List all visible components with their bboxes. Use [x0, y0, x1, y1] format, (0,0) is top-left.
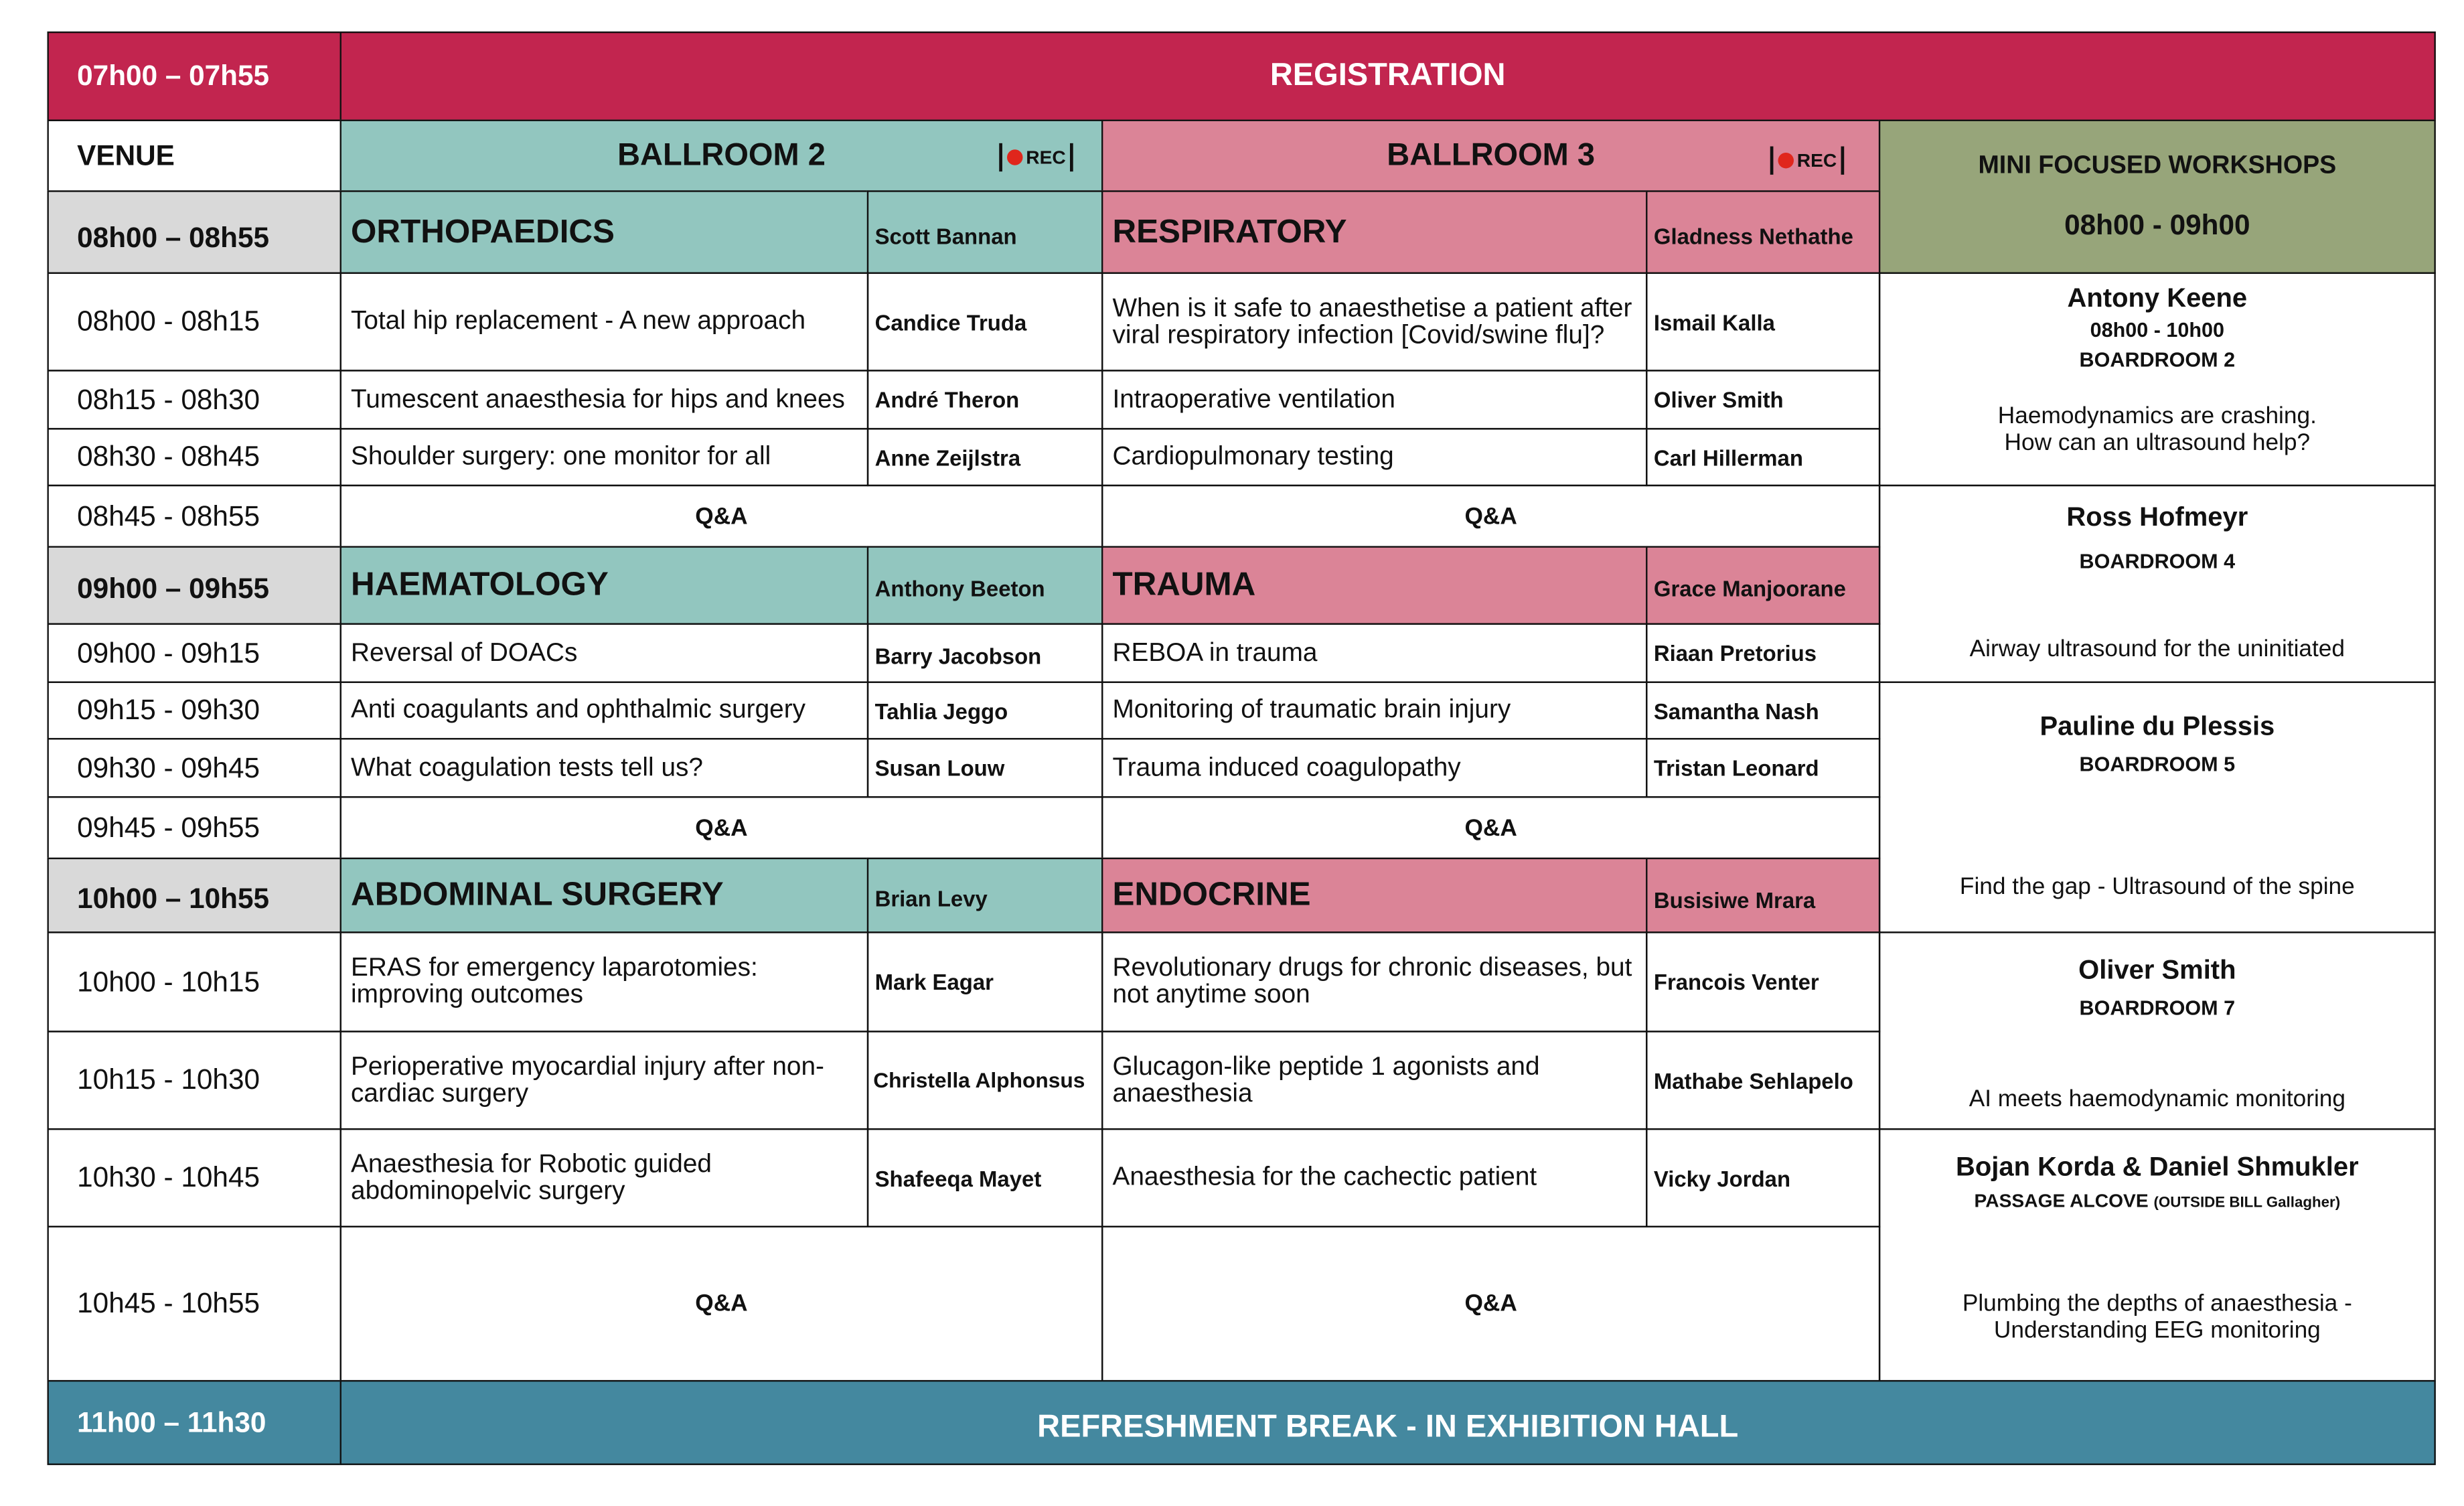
workshops-header [1879, 120, 2436, 274]
session-time: 09h30 - 09h45 [48, 738, 341, 798]
ballroom-2-qa: Q&A [340, 1226, 1103, 1382]
ballroom-2-qa: Q&A [340, 796, 1103, 859]
workshop-presenter: Oliver Smith [2078, 955, 2236, 986]
workshop-presenter: Pauline du Plessis [2039, 711, 2275, 741]
ballroom-2-speaker: Susan Louw [867, 738, 1103, 798]
rec-label: REC [1026, 146, 1066, 169]
ballroom-2-title: BALLROOM 2 [617, 137, 826, 173]
break-time: 11h00 – 11h30 [48, 1380, 341, 1465]
workshop-item [1879, 485, 2436, 683]
ballroom-3-topic: Monitoring of traumatic brain injury [1101, 682, 1647, 740]
workshop-time: 08h00 - 10h00 [2090, 317, 2225, 342]
workshop-topic: Haemodynamics are crashing. How can an ultrasound help? [1997, 402, 2317, 457]
ballroom-3-topic: When is it safe to anaesthetise a patient after viral respiratory infection [Covid/swine flu]? [1101, 273, 1647, 372]
ballroom-3-speaker: Tristan Leonard [1646, 738, 1880, 798]
block-time: 09h00 – 09h55 [48, 546, 341, 625]
session-time: 08h15 - 08h30 [48, 370, 341, 429]
ballroom-3-topic: Anaesthesia for the cachectic patient [1101, 1128, 1647, 1227]
workshop-room-note: (OUTSIDE BILL Gallagher) [2153, 1194, 2341, 1212]
session-time: 08h30 - 08h45 [48, 428, 341, 486]
ballroom-3-topic: Revolutionary drugs for chronic diseases, but not anytime soon [1101, 931, 1647, 1032]
workshop-room [1975, 1190, 2341, 1212]
ballroom-3-section-title: ENDOCRINE [1101, 858, 1647, 933]
ballroom-2-topic: Reversal of DOACs [340, 623, 869, 683]
workshop-room: BOARDROOM 5 [2079, 752, 2236, 776]
ballroom-3-chair: Grace Manjoorane [1646, 546, 1880, 625]
ballroom-3-topic: Trauma induced coagulopathy [1101, 738, 1647, 798]
rec-icon [999, 143, 1073, 171]
ballroom-3-speaker: Francois Venter [1646, 931, 1880, 1032]
venue-label: VENUE [48, 120, 341, 192]
workshop-topic: Airway ultrasound for the uninitiated [1969, 635, 2345, 663]
ballroom-2-topic: What coagulation tests tell us? [340, 738, 869, 798]
ballroom-2-topic: Tumescent anaesthesia for hips and knees [340, 370, 869, 429]
ballroom-3-speaker: Ismail Kalla [1646, 273, 1880, 372]
ballroom-3-topic: REBOA in trauma [1101, 623, 1647, 683]
session-time: 09h15 - 09h30 [48, 682, 341, 740]
ballroom-2-qa: Q&A [340, 485, 1103, 548]
ballroom-2-topic: Anaesthesia for Robotic guided abdominopelvic surgery [340, 1128, 869, 1227]
ballroom-3-speaker: Carl Hillerman [1646, 428, 1880, 486]
break-label: REFRESHMENT BREAK - IN EXHIBITION HALL [340, 1380, 2436, 1465]
workshop-item [1879, 273, 2436, 487]
ballroom-2-speaker: Mark Eagar [867, 931, 1103, 1032]
workshop-presenter: Bojan Korda & Daniel Shmukler [1956, 1152, 2359, 1182]
ballroom-2-section-title: ORTHOPAEDICS [340, 190, 869, 274]
ballroom-2-speaker: André Theron [867, 370, 1103, 429]
ballroom-2-speaker: Shafeeqa Mayet [867, 1128, 1103, 1227]
ballroom-2-topic: Perioperative myocardial injury after non-cardiac surgery [340, 1031, 869, 1130]
ballroom-3-speaker: Vicky Jordan [1646, 1128, 1880, 1227]
ballroom-2-speaker: Candice Truda [867, 273, 1103, 372]
ballroom-2-speaker: Barry Jacobson [867, 623, 1103, 683]
qa-time: 08h45 - 08h55 [48, 485, 341, 548]
ballroom-3-speaker: Samantha Nash [1646, 682, 1880, 740]
ballroom-3-speaker: Mathabe Sehlapelo [1646, 1031, 1880, 1130]
rec-label: REC [1796, 149, 1837, 172]
ballroom-3-section-title: TRAUMA [1101, 546, 1647, 625]
workshop-topic: Find the gap - Ultrasound of the spine [1959, 873, 2355, 901]
rec-icon [1770, 147, 1845, 175]
qa-time: 10h45 - 10h55 [48, 1226, 341, 1382]
workshop-room: BOARDROOM 7 [2079, 996, 2236, 1020]
ballroom-2-chair: Anthony Beeton [867, 546, 1103, 625]
ballroom-3-speaker: Riaan Pretorius [1646, 623, 1880, 683]
workshop-item [1879, 931, 2436, 1130]
ballroom-2-header [340, 120, 1103, 192]
ballroom-3-chair: Gladness Nethathe [1646, 190, 1880, 274]
workshop-room: BOARDROOM 2 [2079, 348, 2236, 372]
ballroom-2-topic: Shoulder surgery: one monitor for all [340, 428, 869, 486]
ballroom-3-topic: Intraoperative ventilation [1101, 370, 1647, 429]
ballroom-3-chair: Busisiwe Mrara [1646, 858, 1880, 933]
ballroom-3-qa: Q&A [1101, 1226, 1880, 1382]
block-time: 08h00 – 08h55 [48, 190, 341, 274]
ballroom-2-chair: Brian Levy [867, 858, 1103, 933]
workshop-presenter: Antony Keene [2067, 283, 2248, 313]
ballroom-2-chair: Scott Bannan [867, 190, 1103, 274]
registration-label: REGISTRATION [340, 31, 2436, 121]
ballroom-2-topic: ERAS for emergency laparotomies: improving outcomes [340, 931, 869, 1032]
session-time: 10h30 - 10h45 [48, 1128, 341, 1227]
session-time: 10h00 - 10h15 [48, 931, 341, 1032]
workshop-item [1879, 1128, 2436, 1381]
ballroom-3-title: BALLROOM 3 [1387, 137, 1595, 173]
workshops-time: 08h00 - 09h00 [2064, 208, 2250, 240]
session-time: 09h00 - 09h15 [48, 623, 341, 683]
qa-time: 09h45 - 09h55 [48, 796, 341, 859]
ballroom-2-section-title: ABDOMINAL SURGERY [340, 858, 869, 933]
ballroom-2-topic: Anti coagulants and ophthalmic surgery [340, 682, 869, 740]
workshop-item [1879, 682, 2436, 933]
session-time: 08h00 - 08h15 [48, 273, 341, 372]
session-time: 10h15 - 10h30 [48, 1031, 341, 1130]
ballroom-2-speaker: Anne Zeijlstra [867, 428, 1103, 486]
ballroom-3-speaker: Oliver Smith [1646, 370, 1880, 429]
ballroom-3-qa: Q&A [1101, 485, 1880, 548]
workshop-topic: AI meets haemodynamic monitoring [1969, 1085, 2346, 1113]
ballroom-3-topic: Cardiopulmonary testing [1101, 428, 1647, 486]
registration-time: 07h00 – 07h55 [48, 31, 341, 121]
ballroom-2-topic: Total hip replacement - A new approach [340, 273, 869, 372]
ballroom-2-section-title: HAEMATOLOGY [340, 546, 869, 625]
ballroom-3-header [1101, 120, 1880, 192]
ballroom-2-speaker: Christella Alphonsus [867, 1031, 1103, 1130]
workshop-topic: Plumbing the depths of anaesthesia - Understanding EEG monitoring [1962, 1290, 2352, 1344]
workshop-room-name: PASSAGE ALCOVE [1974, 1189, 2149, 1212]
ballroom-3-topic: Glucagon-like peptide 1 agonists and anaesthesia [1101, 1031, 1647, 1130]
workshop-presenter: Ross Hofmeyr [2066, 502, 2248, 532]
ballroom-3-section-title: RESPIRATORY [1101, 190, 1647, 274]
ballroom-3-qa: Q&A [1101, 796, 1880, 859]
workshop-room: BOARDROOM 4 [2079, 549, 2236, 573]
workshops-title: MINI FOCUSED WORKSHOPS [1978, 151, 2337, 179]
ballroom-2-speaker: Tahlia Jeggo [867, 682, 1103, 740]
block-time: 10h00 – 10h55 [48, 858, 341, 933]
